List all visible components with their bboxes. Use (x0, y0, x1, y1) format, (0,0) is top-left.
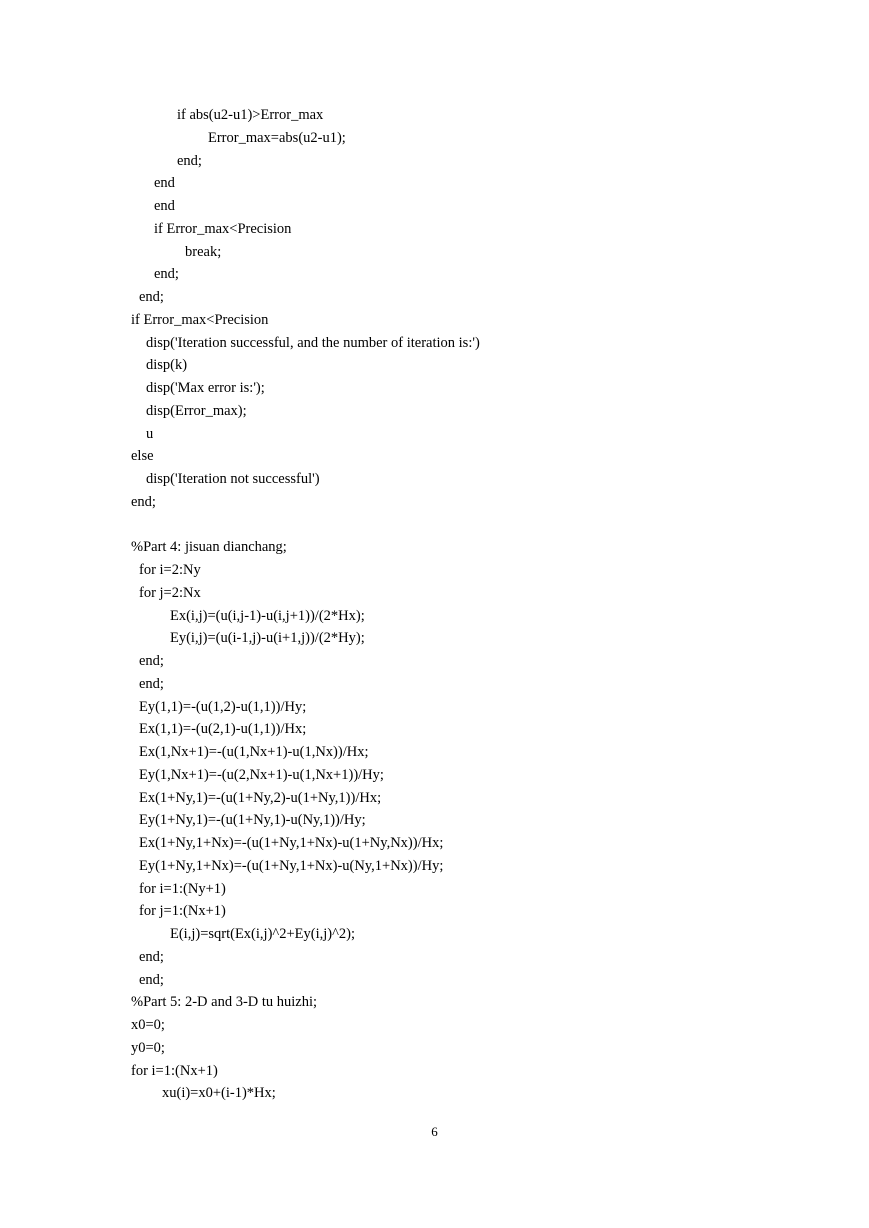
code-line: else (131, 448, 154, 465)
code-listing (0, 104, 869, 1105)
code-line: Ey(i,j)=(u(i-1,j)-u(i+1,j))/(2*Hy); (170, 630, 365, 647)
code-line: Ey(1+Ny,1)=-(u(1+Ny,1)-u(Ny,1))/Hy; (139, 812, 366, 829)
code-line: end; (139, 675, 164, 692)
page-number: 6 (431, 1124, 438, 1139)
code-line: Ey(1,Nx+1)=-(u(2,Nx+1)-u(1,Nx+1))/Hy; (139, 766, 384, 783)
code-line: disp('Iteration not successful') (146, 471, 320, 487)
code-line: Ey(1+Ny,1+Nx)=-(u(1+Ny,1+Nx)-u(Ny,1+Nx))/Hy; (139, 857, 444, 874)
code-line: y0=0; (131, 1039, 165, 1056)
code-line: end; (154, 266, 179, 283)
code-line: xu(i)=x0+(i-1)*Hx; (162, 1085, 276, 1102)
code-line: %Part 5: 2-D and 3-D tu huizhi; (131, 994, 318, 1011)
code-line: if Error_max<Precision (131, 311, 269, 328)
code-line: disp('Iteration successful, and the number of iteration is:') (146, 334, 480, 351)
code-line: Error_max=abs(u2-u1); (208, 129, 346, 146)
code-line: break; (185, 243, 222, 260)
code-line: %Part 4: jisuan dianchang; (131, 539, 287, 556)
code-line: for i=2:Ny (139, 562, 201, 578)
blank-line (0, 514, 869, 537)
code-line: Ex(1+Ny,1+Nx)=-(u(1+Ny,1+Nx)-u(1+Ny,Nx))/Hx; (139, 835, 444, 851)
code-line: Ex(1,1)=-(u(2,1)-u(1,1))/Hx; (139, 721, 307, 738)
code-line: Ex(1+Ny,1)=-(u(1+Ny,2)-u(1+Ny,1))/Hx; (139, 789, 382, 806)
code-line: end; (139, 948, 164, 965)
code-line: end (154, 175, 175, 192)
code-line: end; (177, 152, 202, 169)
code-line: disp(k) (146, 357, 188, 374)
code-line: Ex(1,Nx+1)=-(u(1,Nx+1)-u(1,Nx))/Hx; (139, 744, 369, 760)
code-line: if Error_max<Precision (154, 220, 292, 237)
code-line: end; (139, 289, 164, 305)
code-line: if abs(u2-u1)>Error_max (177, 107, 324, 123)
code-line: disp(Error_max); (146, 402, 247, 419)
code-line: end; (131, 493, 156, 510)
code-line: end; (139, 971, 164, 988)
code-line: for i=1:(Nx+1) (131, 1062, 218, 1079)
code-line: for j=2:Nx (139, 584, 201, 601)
code-line: u (146, 425, 154, 442)
code-line: for i=1:(Ny+1) (139, 880, 226, 897)
code-line: disp('Max error is:'); (146, 380, 265, 396)
code-line: x0=0; (131, 1017, 165, 1033)
code-line: for j=1:(Nx+1) (139, 903, 226, 920)
code-line: end; (139, 653, 164, 669)
code-line: end (154, 198, 175, 214)
code-line: Ex(i,j)=(u(i,j-1)-u(i,j+1))/(2*Hx); (170, 607, 365, 624)
code-line: Ey(1,1)=-(u(1,2)-u(1,1))/Hy; (139, 698, 307, 715)
code-line: E(i,j)=sqrt(Ex(i,j)^2+Ey(i,j)^2); (170, 926, 355, 942)
